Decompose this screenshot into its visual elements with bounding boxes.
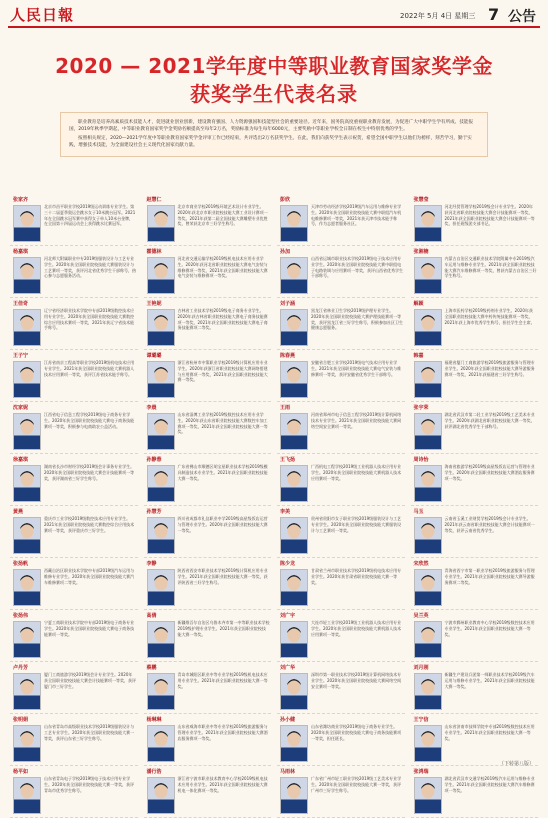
student-photo-icon <box>147 621 175 658</box>
student-card <box>277 506 405 558</box>
student-card <box>411 350 539 402</box>
student-card <box>10 454 138 506</box>
student-description: 宁夏工商职业技术学院中专部2019级电子商务专业学生。2020年获全国职业院校技能大赛电子商务技能赛项一等奖。 <box>44 620 135 637</box>
student-name: 李美 <box>280 509 291 515</box>
student-name: 韩嘉 <box>413 353 424 359</box>
student-photo-icon <box>280 777 308 814</box>
student-photo-icon <box>414 569 442 606</box>
student-name: 刘广华 <box>280 665 296 671</box>
student-card <box>10 402 138 454</box>
student-name: 马玉 <box>413 509 424 515</box>
student-grid <box>10 194 538 818</box>
student-photo-icon <box>147 777 175 814</box>
student-name: 张鸿瑞 <box>413 769 429 775</box>
student-name: 张家齐 <box>13 197 29 203</box>
student-photo-icon <box>414 361 442 398</box>
student-description: 厦门工商旅游学校2019级会计专业学生。2020年获全国职业院校技能大赛会计技能赛项一等奖，获评厦门市三好学生。 <box>44 672 136 689</box>
student-description: 山东省潍坊商业学校2019级电子商务专业学生。2020年获全国职业院校技能大赛电子商务技能赛项一等奖，担任班长。 <box>311 724 402 741</box>
student-card <box>144 454 272 506</box>
student-name: 张扬帆 <box>13 561 29 567</box>
student-photo-icon <box>13 517 41 554</box>
student-card <box>277 454 405 506</box>
student-name: 张明娟 <box>13 717 29 723</box>
student-description: 宁波市鄞州职业教育中心学校2019级数控技术应用专业学生。2021年获全国职业院校技能大赛一等奖。 <box>444 620 535 637</box>
student-description: 青岛市城阳区职业中等专业学校2019级机电技术应用专业学生。2021年获全国职业院校技能大赛一等奖。 <box>177 672 268 689</box>
student-name: 宋欣然 <box>413 561 429 567</box>
student-description: 黑龙江省林业卫生学校2019级护理专业学生。2020年获全国职业院校技能大赛护理技能赛项一等奖，获评黑龙江省三好学生称号，积极参加社区卫生健康志愿服务。 <box>311 308 403 331</box>
student-card <box>411 298 539 350</box>
student-photo-icon <box>13 309 41 346</box>
student-description: 湖北省武汉市交通学校2019级汽车运用与维修专业学生。2021年获全国职业院校技能大赛汽车维修赛项一等奖。 <box>444 776 535 793</box>
student-description: 青海省西宁市第一职业学校2019级旅游服务与管理专业学生。2021年获全国职业院校技能大赛导游服务赛项二等奖。 <box>444 568 535 585</box>
student-card <box>277 246 405 298</box>
student-name: 马雨林 <box>280 769 296 775</box>
student-name: 周诗怡 <box>413 457 429 463</box>
student-photo-icon <box>414 621 442 658</box>
student-description: 北京市商业学校2019级环境艺术设计专业学生。2020年获北京市职业院校技能大赛工业设计赛项一等奖。2021年获第二届全国技能大赛雕塑专业优胜奖，曾荣获北京市三好学生称号。 <box>177 204 268 227</box>
section-name: 公告 <box>508 9 536 25</box>
student-name: 王雨 <box>280 405 291 411</box>
student-card <box>144 246 272 298</box>
student-photo-icon <box>147 673 175 710</box>
student-photo-icon <box>147 205 175 242</box>
student-name: 徐嘉琪 <box>13 457 29 463</box>
student-name: 张宇荣 <box>413 405 429 411</box>
student-name: 赵慧仁 <box>146 197 162 203</box>
student-photo-icon <box>414 517 442 554</box>
student-description: 湖南省长沙市财经学校2019级会计事务专业学生。2020年获全国职业院校技能大赛会计技能赛项一等奖，获评湖南省三好学生称号。 <box>44 464 135 481</box>
student-card <box>277 714 405 766</box>
student-name: 王宁信 <box>413 717 429 723</box>
student-photo-icon <box>280 569 308 606</box>
student-card <box>10 350 138 402</box>
student-card <box>411 714 539 766</box>
student-photo-icon <box>147 309 175 346</box>
student-name: 沈家妮 <box>13 405 29 411</box>
student-photo-icon <box>147 465 175 502</box>
student-photo-icon <box>13 257 41 294</box>
student-card <box>277 350 405 402</box>
student-photo-icon <box>280 257 308 294</box>
student-description: 深圳市第一职业技术学校2019级计算机网络技术专业学生。2020年获全国职业院校技能大赛网络空间安全赛项一等奖。 <box>311 672 402 689</box>
student-name: 刘子涵 <box>280 301 296 307</box>
student-photo-icon <box>13 725 41 762</box>
student-photo-icon <box>414 205 442 242</box>
student-name: 杨嘉琪 <box>13 249 29 255</box>
student-card <box>10 714 138 766</box>
page-number: 7 <box>488 5 500 24</box>
student-photo-icon <box>414 257 442 294</box>
student-name: 孙静蓉 <box>146 457 162 463</box>
student-description: 云南省玉溪工业财贸学校2019级会计专业学生。2021年获云南省职业院校技能大赛会计技能赛项一等奖，获评云南省优秀学生。 <box>444 516 535 533</box>
masthead <box>8 4 540 28</box>
student-description: 内蒙古自治区交通职业技术学院附属中专2019级汽车运用与维修专业学生。2021年获全国职业院校技能大赛汽车维修赛项一等奖，曾获内蒙古自治区三好学生称号。 <box>444 256 537 279</box>
student-card <box>411 506 539 558</box>
student-photo-icon <box>13 569 41 606</box>
intro-paragraph: 职业教育是培养高素质技术技能人才，促进就业创业创新，建设教育强国、人力资源强国和技能型社会的重要途径。近年来，国务院高度重视职业教育发展，为促进广大中职学生学有所成、技能报国，2019年秋季学期起，中等职业教育国家奖学金奖励名额提高至每年2万名，奖励标准为每生每年6000元，主要奖励中等职业学校全日制在校生中特别优秀的学生。 <box>69 120 474 133</box>
student-name: 高倩 <box>146 613 157 619</box>
student-name: 张湘楠 <box>413 249 429 255</box>
student-card <box>10 558 138 610</box>
student-photo-icon <box>280 673 308 710</box>
student-photo-icon <box>147 569 175 606</box>
student-description: 山东省青岛电子学校2019级电子技术应用专业学生。2020年获全国职业院校技能大赛一等奖，获评青岛市优秀学生称号。 <box>44 776 135 793</box>
intro-paragraph: 按照相关规定，2020—2021学年度中等职业教育国家奖学金评审工作已经结束，共评选出2万名获奖学生。在此，我们向获奖学生表示祝贺，希望全国中职学生以他们为榜样，刻苦学习，勤于实践，增强技术技能，为全面建设社会主义现代化国家贡献力量。 <box>69 135 472 148</box>
student-name: 李静 <box>146 561 157 567</box>
student-description: 安徽省合肥工业学校2019级电气技术应用专业学生。2021年获全国职业院校技能大赛电气安装与维修赛项一等奖，获评安徽省优秀学生干部称号。 <box>311 360 402 377</box>
student-card <box>411 194 539 246</box>
student-photo-icon <box>280 205 308 242</box>
student-photo-icon <box>147 725 175 762</box>
student-name: 彭欣 <box>280 197 291 203</box>
student-photo-icon <box>147 413 175 450</box>
student-description: 海南省旅游学校2019级高星级饭店运营与管理专业学生。2020年获全国职业院校技能大赛酒店服务赛项一等奖。 <box>444 464 535 481</box>
student-description: 辽宁省经济职业技术学院中专部2019级数控技术应用专业学生。2020年获全国职业院校技能大赛数控综合应用技术赛项一等奖，2021年获辽宁省技术能手称号。 <box>44 308 135 331</box>
student-description: 大连市轻工业学校2019级工业机器人技术应用专业学生。2020年获全国职业院校技能大赛机器人技术应用赛项一等奖。 <box>311 620 402 637</box>
student-card <box>10 662 138 714</box>
student-name: 王子宁 <box>13 353 29 359</box>
student-description: 福建省厦门工商旅游学校2019级旅游服务与管理专业学生。2020年获全国职业院校技能大赛导游服务赛项一等奖，2021年获福建省三好学生称号。 <box>444 360 535 377</box>
student-card <box>144 506 272 558</box>
student-description: 新疆维吾尔自治区乌鲁木齐市第一中等职业技术学校2019级护理专业学生。2021年获全国职业院校技能大赛一等奖。 <box>177 620 270 637</box>
student-card <box>144 662 272 714</box>
headline-line-2: 获奖学生代表名录 <box>190 82 358 106</box>
student-description: 河南省郑州市电子信息工程学校2019级计算机网络技术专业学生。2021年获全国职业院校技能大赛网络空间安全赛项一等奖。 <box>311 412 402 429</box>
student-photo-icon <box>280 465 308 502</box>
student-card <box>10 194 138 246</box>
student-card <box>144 402 272 454</box>
student-card <box>144 558 272 610</box>
student-name: 刘月刚 <box>413 665 429 671</box>
student-description: 贵州省贵阳市女子职业学校2019级服装设计与工艺专业学生。2020年获全国职业院校技能大赛服装设计与工艺赛项一等奖。 <box>311 516 402 533</box>
student-name: 张扬伟 <box>13 613 29 619</box>
student-description: 重庆市工业学校2019级数控技术应用专业学生。2021年获全国职业院校技能大赛数控综合应用技术赛项一等奖，获评重庆市三好学生。 <box>44 516 135 533</box>
student-description: 河北省交通运输学校2019级机电技术应用专业学生。2020年获河北省职业院校技能大赛电气安装与维修赛项一等奖，2021年获全国职业院校技能大赛电气安装与维修赛项一等奖。 <box>177 256 268 279</box>
student-name: 潘行浩 <box>146 769 162 775</box>
student-description: 新疆生产建设兵团第一师职业技术学校2019级汽车运用与维修专业学生。2021年获全国职业院校技能大赛一等奖。 <box>444 672 535 689</box>
student-card <box>277 558 405 610</box>
student-card <box>411 402 539 454</box>
student-photo-icon <box>13 465 41 502</box>
student-card <box>144 610 272 662</box>
student-name: 谭璐璐 <box>146 353 162 359</box>
student-name: 卢丹芳 <box>13 665 29 671</box>
student-description: 河北师大附属职业中专2019级服装设计与工艺专业学生。2020年获全国职业院校技能大赛服装设计与工艺赛项一等奖，获评河北省优秀学生干部称号，热心参与志愿服务活动。 <box>44 256 136 279</box>
student-card <box>411 558 539 610</box>
student-card <box>411 662 539 714</box>
student-photo-icon <box>280 361 308 398</box>
student-description: 广东省佛山市顺德区胡宝星职业技术学校2019级模具制造技术专业学生。2021年获全国职业院校技能大赛一等奖。 <box>177 464 268 481</box>
student-name: 杨平如 <box>13 769 29 775</box>
student-photo-icon <box>147 257 175 294</box>
student-name: 陈少龙 <box>280 561 296 567</box>
student-card <box>411 246 539 298</box>
student-description: 山东省青岛市高级职业技术学校2019级服装设计与工艺专业学生。2020年获全国职业院校技能大赛一等奖，获评山东省三好学生称号。 <box>44 724 135 741</box>
student-photo-icon <box>280 517 308 554</box>
student-name: 吴兰英 <box>413 613 429 619</box>
student-photo-icon <box>414 413 442 450</box>
student-card <box>144 298 272 350</box>
student-photo-icon <box>13 205 41 242</box>
student-description: 天津市劳动经济学校2019级汽车运用与维修专业学生。2020年获全国职业院校技能大赛中职组汽车机电维修赛项一等奖，2021年获天津市技术能手称号，作为志愿者服务社区。 <box>311 204 402 227</box>
student-card <box>144 714 272 766</box>
student-photo-icon <box>414 673 442 710</box>
student-card <box>411 454 539 506</box>
student-photo-icon <box>414 777 442 814</box>
student-photo-icon <box>414 465 442 502</box>
headline-line-1: 2020 — 2021学年度中等职业教育国家奖学金 <box>55 54 493 78</box>
student-name: 李晨 <box>146 405 157 411</box>
student-photo-icon <box>13 361 41 398</box>
student-photo-icon <box>147 517 175 554</box>
student-name: 孙慧芳 <box>146 509 162 515</box>
student-photo-icon <box>13 673 41 710</box>
student-name: 王飞扬 <box>280 457 296 463</box>
student-description: 甘肃省兰州市职业技术学校2019级机电技术应用专业学生。2020年获甘肃省职业院校技能大赛一等奖。 <box>311 568 402 585</box>
student-name: 黄燕 <box>13 509 24 515</box>
student-description: 山西省运城市职业技术学校2019级电子技术应用专业学生。2020年获全国职业院校技能大赛中职组电子电路装调与应用赛项一等奖，获评山西省优秀学生干部称号。 <box>311 256 403 279</box>
student-card <box>277 610 405 662</box>
student-description: 广东省广州市轻工职业学校2019级工艺美术专业学生。2020年获全国职业院校技能大赛一等奖，获评广州市三好学生称号。 <box>311 776 402 793</box>
student-card <box>277 298 405 350</box>
student-description: 陕西省西安市职业技术学校2019级计算机应用专业学生。2021年获全国职业院校技能大赛一等奖，获评陕西省三好学生称号。 <box>177 568 268 585</box>
student-card <box>144 194 272 246</box>
continued-note: （下转第八版） <box>498 761 534 767</box>
student-name: 霍德林 <box>146 249 162 255</box>
student-photo-icon <box>414 725 442 762</box>
student-description: 上海市医药学校2019级药剂专业学生。2020年获全国职业院校技能大赛中药传统技能赛项一等奖，2021年获上海市优秀学生称号，担任学生会主席。 <box>444 308 535 325</box>
student-card <box>10 506 138 558</box>
student-name: 解颖 <box>413 301 424 307</box>
newspaper-logo: 人民日報 <box>10 6 75 24</box>
student-description: 山东省淄博工业学校2019级数控技术应用专业学生。2020年获山东省职业院校技能大赛数控车加工赛项一等奖，2021年获全国职业院校技能大赛一等奖。 <box>177 412 268 435</box>
student-card <box>277 194 405 246</box>
student-card <box>10 246 138 298</box>
student-photo-icon <box>280 413 308 450</box>
student-name: 孙加 <box>280 249 291 255</box>
student-card <box>10 298 138 350</box>
student-description: 河北经贸管理学校2019级会计专业学生。2020年获河北省职业院校技能大赛会计技能赛项一等奖，2021年获全国职业院校技能大赛会计技能赛项一等奖，担任班级团支部书记。 <box>444 204 535 227</box>
student-card <box>411 610 539 662</box>
student-description: 浙江省宁波市职业技术教育中心学校2019级机电技术应用专业学生。2021年获全国职业院校技能大赛机电一体化赛项一等奖。 <box>177 776 268 793</box>
student-photo-icon <box>414 309 442 346</box>
student-name: 孙小健 <box>280 717 296 723</box>
student-name: 王艳妮 <box>146 301 162 307</box>
student-name: 张慧莹 <box>413 197 429 203</box>
student-description: 浙江省杭州市中策职业学校2019级计算机应用专业学生。2020年获浙江省职业院校技能大赛网络搭建与应用赛项一等奖，2021年获全国职业院校技能大赛一等奖。 <box>177 360 268 383</box>
student-description: 吉林省工业技术学校2019级电子商务专业学生。2020年获吉林省职业院校技能大赛电子商务技能赛项一等奖，2021年获全国职业院校技能大赛电子商务技能赛项二等奖。 <box>177 308 268 331</box>
student-description: 湖北省武汉市第二轻工业学校2019级工艺美术专业学生。2020年获湖北省职业院校技能大赛一等奖，获评湖北省优秀学生干部称号。 <box>444 412 535 429</box>
student-name: 蔡鹏 <box>146 665 157 671</box>
student-description: 山东省威海市职业中等专业学校2019级旅游服务与管理专业学生。2021年获全国职业院校技能大赛酒店服务赛项一等奖。 <box>177 724 268 741</box>
student-name: 王佳奇 <box>13 301 29 307</box>
student-card <box>277 402 405 454</box>
student-description: 江苏省南京工程高等职业学校2019级机电技术应用专业学生。2021年获全国职业院校技能大赛机器人技术应用赛项一等奖，获评江苏省技术能手称号。 <box>44 360 135 377</box>
student-name: 刘广宇 <box>280 613 296 619</box>
student-photo-icon <box>13 413 41 450</box>
student-photo-icon <box>280 309 308 346</box>
student-description: 北京市昌平职业学校2019级运动训练专业学生。第三十二届夏季奥运会跳水女子10米跳台冠军。2021年在全国跳水冠军赛中获得女子单人10米台金牌，在全国第十四届运动会上获得跳水比赛冠军。 <box>44 204 136 227</box>
student-name: 杨琳琳 <box>146 717 162 723</box>
student-photo-icon <box>13 777 41 814</box>
intro-box <box>60 112 488 157</box>
student-card <box>277 662 405 714</box>
student-description: 山东省济南市技师学院中专部2019级数控技术应用专业学生。2021年获全国职业院校技能大赛一等奖。 <box>444 724 535 741</box>
student-description: 江西省电子信息工程学校2019级电子商务专业学生。2020年获全国职业院校技能大赛电子商务技能赛项一等奖，积极参与电商助农公益活动。 <box>44 412 135 429</box>
student-photo-icon <box>147 361 175 398</box>
student-card <box>10 610 138 662</box>
student-card <box>144 350 272 402</box>
student-description: 西藏自治区职业技术学院中专部2019级汽车运用与维修专业学生。2020年获全国职业院校技能大赛汽车维修赛项二等奖。 <box>44 568 135 585</box>
student-description: 四川省成都市礼仪职业中学2019级高星级饭店运营与管理专业学生。2020年获全国职业院校技能大赛一等奖。 <box>177 516 268 533</box>
issue-date: 2022年 5月 4日 星期三 <box>400 12 476 20</box>
student-photo-icon <box>280 725 308 762</box>
student-name: 陈春燕 <box>280 353 296 359</box>
student-description: 广西机电工程学校2019级工业机器人技术应用专业学生。2020年获全国职业院校技能大赛机器人技术应用赛项一等奖。 <box>311 464 402 481</box>
student-photo-icon <box>280 621 308 658</box>
student-photo-icon <box>13 621 41 658</box>
